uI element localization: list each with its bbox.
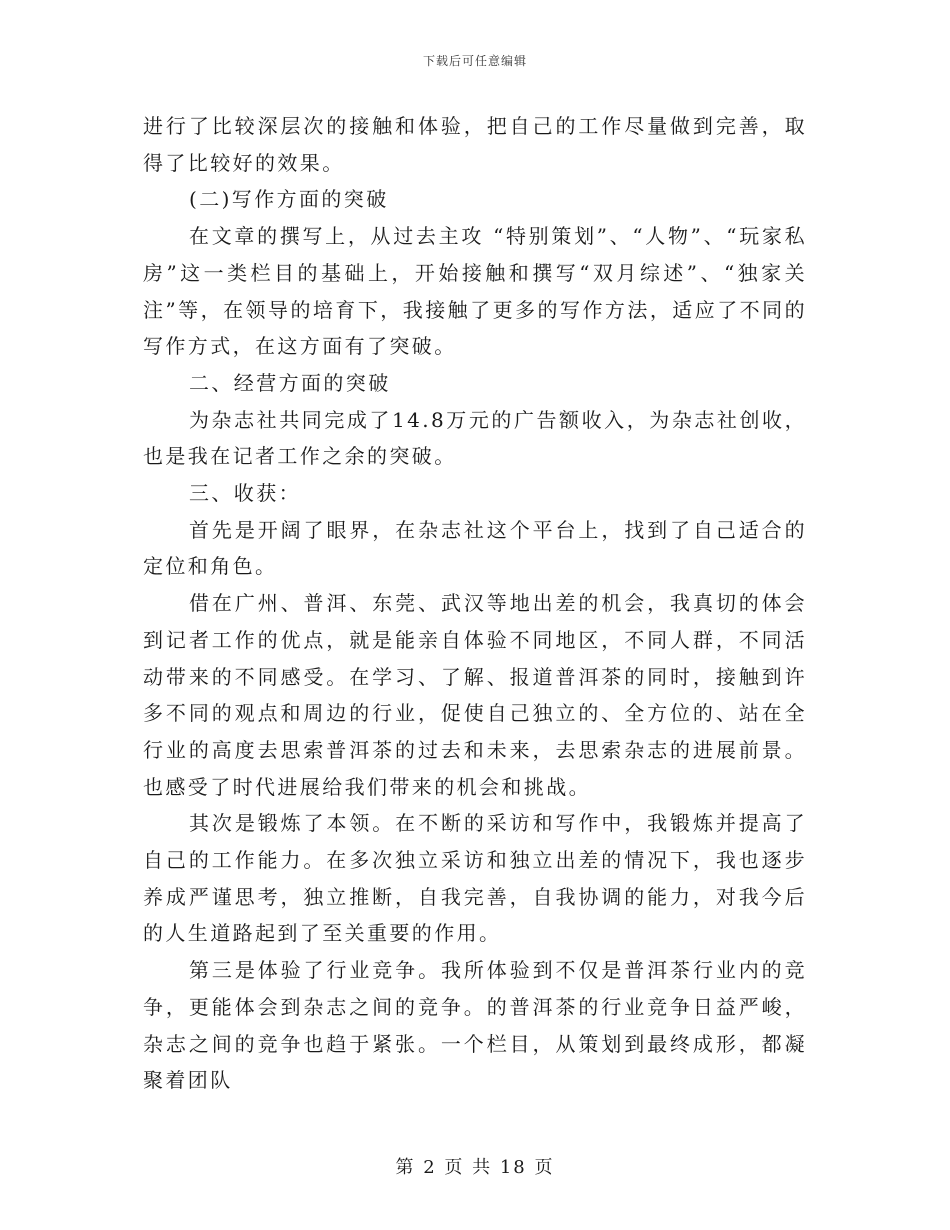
section-heading-writing: (二)写作方面的突破 <box>189 187 389 212</box>
paragraph-writing: 在文章的撰写上，从过去主攻 “特别策划”、“人物”、“玩家私房”这一类栏目的基础上，开始接触和撰写“双月综述”、“独家关注”等，在领导的培育下，我接触了更多的写作方法，适应了不同的写作方式，在这方面有了突破。 <box>143 224 807 359</box>
paragraph-gain-1: 首先是开阔了眼界，在杂志社这个平台上，找到了自己适合的定位和角色。 <box>143 517 807 579</box>
paragraph-gain-3: 其次是锻炼了本领。在不断的采访和写作中，我锻炼并提高了自己的工作能力。在多次独立采访和独立出差的情况下，我也逐步养成严谨思考，独立推断，自我完善，自我协调的能力，对我今后的人生道路起到了至关重要的作用。 <box>143 811 807 946</box>
paragraph-gain-4: 第三是体验了行业竞争。我所体验到不仅是普洱茶行业内的竞争，更能体会到杂志之间的竞争。的普洱茶的行业竞争日益严峻，杂志之间的竞争也趋于紧张。一个栏目，从策划到最终成形，都凝聚着团队 <box>143 958 807 1093</box>
section-heading-gains: 三、收获： <box>189 481 301 506</box>
section-heading-business: 二、经营方面的突破 <box>189 370 391 395</box>
document-body <box>143 108 807 1099</box>
paragraph-gain-2: 借在广州、普洱、东莞、武汉等地出差的机会，我真切的体会到记者工作的优点，就是能亲自体验不同地区，不同人群，不同活动带来的不同感受。在学习、了解、报道普洱茶的同时，接触到许多不同的观点和周边的行业，促使自己独立的、全方位的、站在全行业的高度去思索普洱茶的过去和未来，去思索杂志的进展前景。也感受了时代进展给我们带来的机会和挑战。 <box>143 591 807 799</box>
page-header: 下载后可任意编辑 <box>422 54 527 68</box>
paragraph-1: 进行了比较深层次的接触和体验，把自己的工作尽量做到完善，取得了比较好的效果。 <box>143 114 807 175</box>
paragraph-business: 为杂志社共同完成了14.8万元的广告额收入，为杂志社创收，也是我在记者工作之余的突破。 <box>143 407 807 469</box>
page-number-footer: 第 2 页 共 18 页 <box>395 1157 555 1178</box>
